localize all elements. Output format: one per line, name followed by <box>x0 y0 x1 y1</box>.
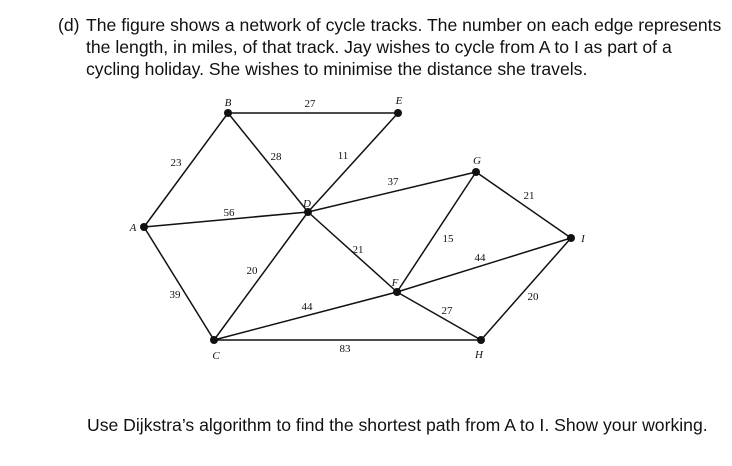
weight-g-i: 21 <box>523 190 535 202</box>
node-e <box>394 109 402 117</box>
weight-d-g: 37 <box>387 176 399 188</box>
node-f <box>393 288 401 296</box>
node-label-a: A <box>129 222 137 234</box>
weight-c-d: 20 <box>246 265 258 277</box>
question-line-1: The figure shows a network of cycle tracks. The number on each edge represents <box>86 15 722 35</box>
weight-f-h: 27 <box>441 305 453 317</box>
node-label-h: H <box>475 349 483 361</box>
node-label-d: D <box>303 198 311 210</box>
node-label-f: F <box>391 277 399 289</box>
edge-f-i <box>397 238 571 292</box>
node-b <box>224 109 232 117</box>
question-part-label: (d) <box>58 15 80 35</box>
node-c <box>210 336 218 344</box>
weight-d-f: 21 <box>352 244 364 256</box>
weight-c-f: 44 <box>301 301 313 313</box>
node-label-b: B <box>224 97 232 109</box>
weight-f-g: 15 <box>442 233 454 245</box>
edge-f-h <box>397 292 481 340</box>
question-line-3: cycling holiday. She wishes to minimise the distance she travels. <box>86 59 588 79</box>
edge-b-d <box>228 113 308 212</box>
edge-c-d <box>214 212 308 340</box>
weight-f-i: 44 <box>474 252 486 264</box>
edge-a-c <box>144 227 214 340</box>
weight-h-i: 20 <box>527 291 539 303</box>
question-line-2: the length, in miles, of that track. Jay wishes to cycle from A to I as part of a <box>86 37 672 57</box>
weight-b-d: 28 <box>270 151 282 163</box>
node-label-e: E <box>395 95 403 107</box>
node-label-c: C <box>212 350 220 362</box>
weight-a-d: 56 <box>223 207 235 219</box>
weight-b-e: 27 <box>304 98 316 110</box>
weight-a-c: 39 <box>169 289 181 301</box>
edge-a-b <box>144 113 228 227</box>
edge-g-i <box>476 172 571 238</box>
edge-c-f <box>214 292 397 340</box>
edge-f-g <box>397 172 476 292</box>
node-h <box>477 336 485 344</box>
node-g <box>472 168 480 176</box>
edge-h-i <box>481 238 571 340</box>
node-label-i: I <box>581 233 585 245</box>
node-a <box>140 223 148 231</box>
weight-d-e: 11 <box>337 150 349 162</box>
weight-c-h: 83 <box>339 343 351 355</box>
weight-a-b: 23 <box>170 157 182 169</box>
node-i <box>567 234 575 242</box>
node-label-g: G <box>473 155 481 167</box>
edge-d-e <box>308 113 398 212</box>
instruction-text: Use Dijkstra’s algorithm to find the shortest path from A to I. Show your working. <box>87 415 708 435</box>
